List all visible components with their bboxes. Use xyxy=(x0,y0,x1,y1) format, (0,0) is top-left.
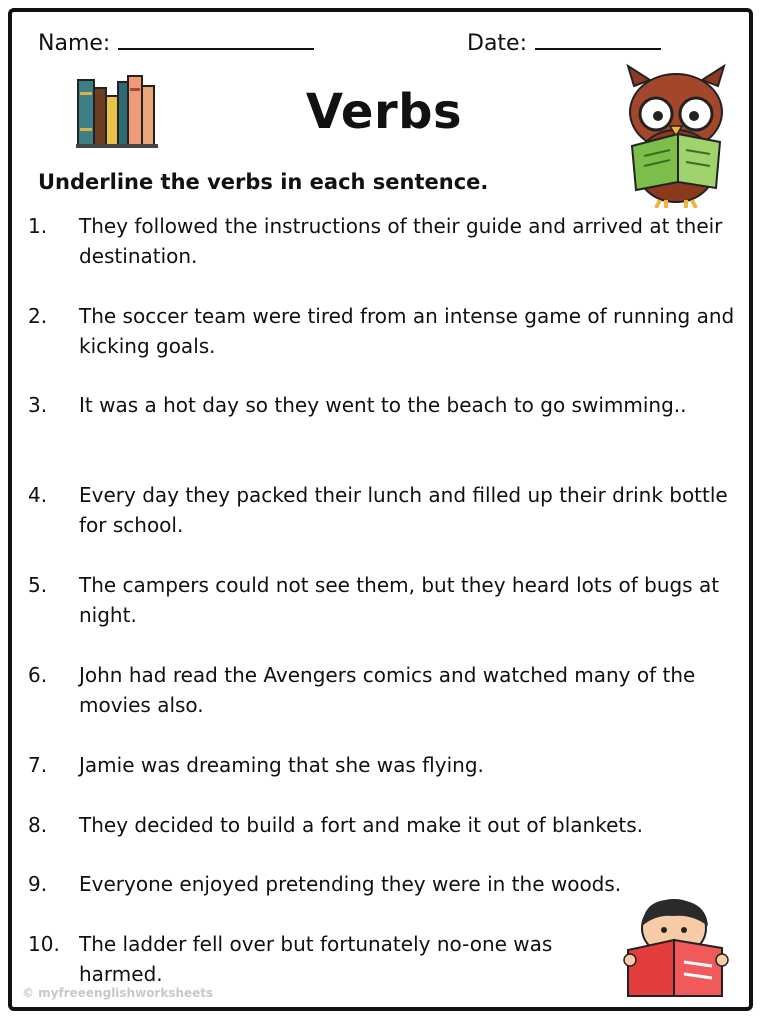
question-number: 9. xyxy=(28,872,48,896)
question-item xyxy=(28,211,738,271)
question-number: 7. xyxy=(28,753,48,777)
question-item xyxy=(28,869,738,899)
name-blank-line xyxy=(118,30,314,50)
question-number: 3. xyxy=(28,393,48,417)
question-text: They decided to build a fort and make it out of blankets. xyxy=(79,813,644,837)
question-item xyxy=(28,750,738,780)
question-number: 2. xyxy=(28,304,48,328)
question-text: The soccer team were tired from an intense game of running and kicking goals. xyxy=(79,304,735,358)
question-text: Every day they packed their lunch and filled up their drink bottle for school. xyxy=(79,483,728,537)
question-item xyxy=(28,301,738,361)
question-number: 1. xyxy=(28,214,48,238)
name-field xyxy=(38,30,314,56)
question-text: They followed the instructions of their guide and arrived at their destination. xyxy=(79,214,723,268)
name-label: Name: xyxy=(38,31,111,56)
question-text: The campers could not see them, but they heard lots of bugs at night. xyxy=(79,573,720,627)
question-number: 5. xyxy=(28,573,48,597)
question-text: The ladder fell over but fortunately no-one was harmed. xyxy=(79,932,553,986)
instruction-text: Underline the verbs in each sentence. xyxy=(38,170,489,194)
page-title: Verbs xyxy=(305,84,463,140)
question-item xyxy=(28,390,738,420)
question-text: John had read the Avengers comics and watched many of the movies also. xyxy=(79,663,696,717)
kid-reading-illustration xyxy=(622,896,730,998)
question-number: 10. xyxy=(28,932,60,956)
date-field xyxy=(467,30,661,56)
question-text: It was a hot day so they went to the beach to go swimming.. xyxy=(79,393,687,417)
question-item xyxy=(28,929,568,989)
question-item xyxy=(28,480,738,540)
date-blank-line xyxy=(535,30,661,50)
question-text: Everyone enjoyed pretending they were in the woods. xyxy=(79,872,622,896)
question-text: Jamie was dreaming that she was flying. xyxy=(79,753,484,777)
question-item xyxy=(28,570,738,630)
question-number: 4. xyxy=(28,483,48,507)
question-item xyxy=(28,810,738,840)
watermark: © myfreeenglishworksheets xyxy=(22,986,214,1000)
question-item xyxy=(28,660,738,720)
date-label: Date: xyxy=(467,31,527,56)
question-number: 8. xyxy=(28,813,48,837)
question-number: 6. xyxy=(28,663,48,687)
